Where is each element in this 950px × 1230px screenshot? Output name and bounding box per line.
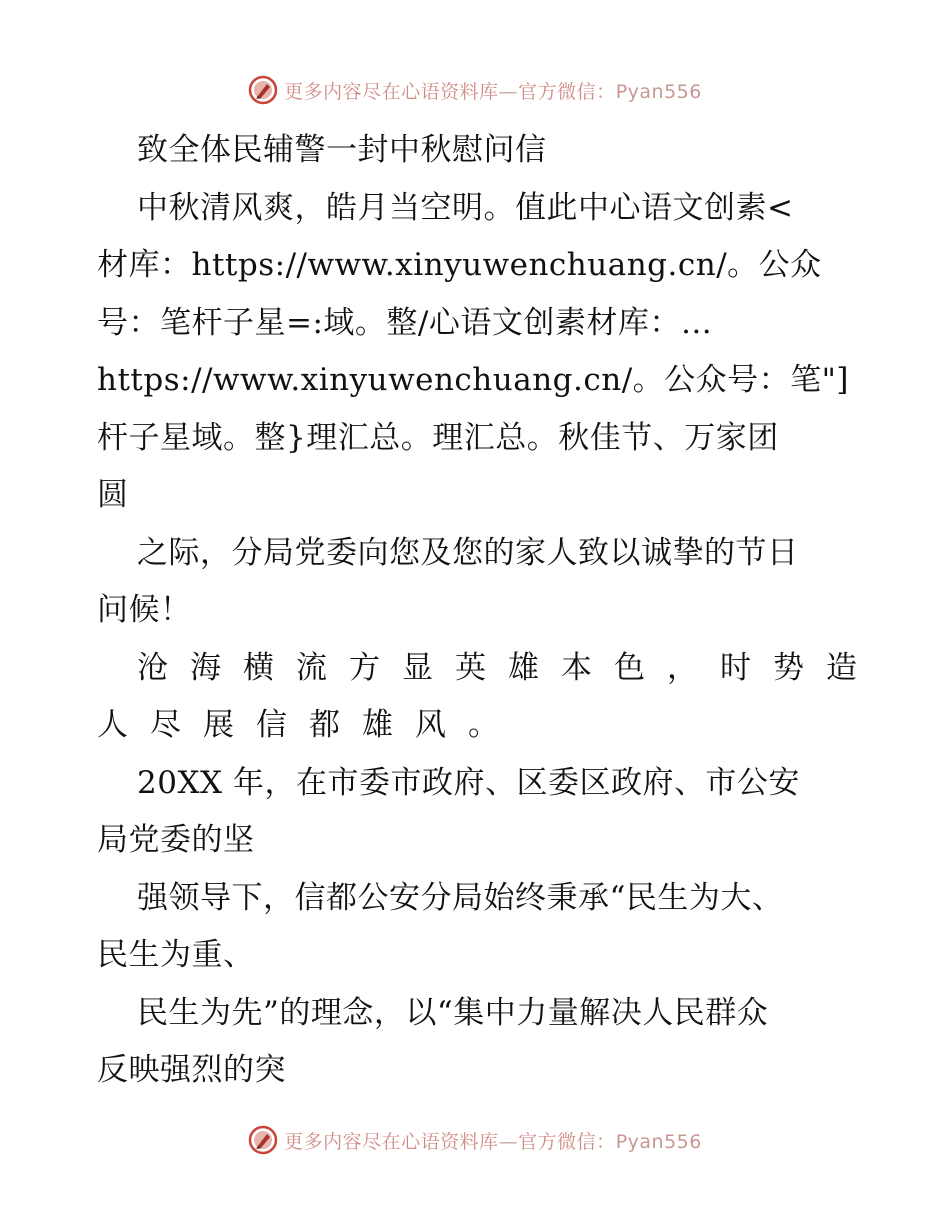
banner-separator: —: [498, 1130, 519, 1153]
text-line: 中秋清风爽，皓月当空明。值此中心语文创素<: [137, 189, 794, 226]
text-line: 问候！: [97, 592, 192, 628]
banner-main-text: 更多内容尽在心语资料库: [284, 80, 499, 103]
footer-banner: [0, 1122, 950, 1158]
pen-nib-logo-icon: [248, 75, 278, 105]
header-banner: [0, 72, 950, 108]
text-line: 强领导下，信都公安分局始终秉承“民生为大、: [137, 879, 784, 916]
text-line: 反映强烈的突: [97, 1052, 286, 1088]
banner-main-text: 更多内容尽在心语资料库: [284, 1130, 499, 1153]
banner-separator: —: [498, 80, 519, 103]
text-line: 之际，分局党委向您及您的家人致以诚挚的节日: [137, 534, 799, 571]
text-line: https://www.xinyuwenchuang.cn/。公众号：笔"]: [97, 362, 849, 398]
banner-official-label: 官方微信：: [518, 80, 616, 103]
text-line: 20XX 年，在市委市政府、区委区政府、市公安: [137, 764, 800, 801]
banner-wechat-id: Pyan556: [615, 80, 702, 103]
text-line: 材库：https://www.xinyuwenchuang.cn/。公众: [97, 247, 822, 283]
text-line: 人尽展信都雄风。: [97, 707, 521, 743]
letter-body: [97, 122, 879, 1100]
banner-text: [284, 77, 702, 104]
text-line: 杆子星域。整}理汇总。理汇总。秋佳节、万家团: [97, 419, 779, 456]
text-line: 民生为重、: [97, 937, 255, 973]
banner-wechat-id: Pyan556: [615, 1130, 702, 1153]
text-line: 沧海横流方显英雄本色，时势造: [137, 649, 879, 686]
pen-nib-logo-icon: [248, 1125, 278, 1155]
text-line: 圆: [97, 477, 129, 513]
text-line: 民生为先”的理念，以“集中力量解决人民群众: [137, 994, 769, 1031]
text-line: 号：笔杆子星=:域。整/心语文创素材库：…: [97, 304, 713, 341]
text-line: 局党委的坚: [97, 822, 255, 858]
letter-title: 致全体民辅警一封中秋慰问信: [137, 132, 547, 168]
banner-text: [284, 1127, 702, 1154]
banner-official-label: 官方微信：: [518, 1130, 616, 1153]
